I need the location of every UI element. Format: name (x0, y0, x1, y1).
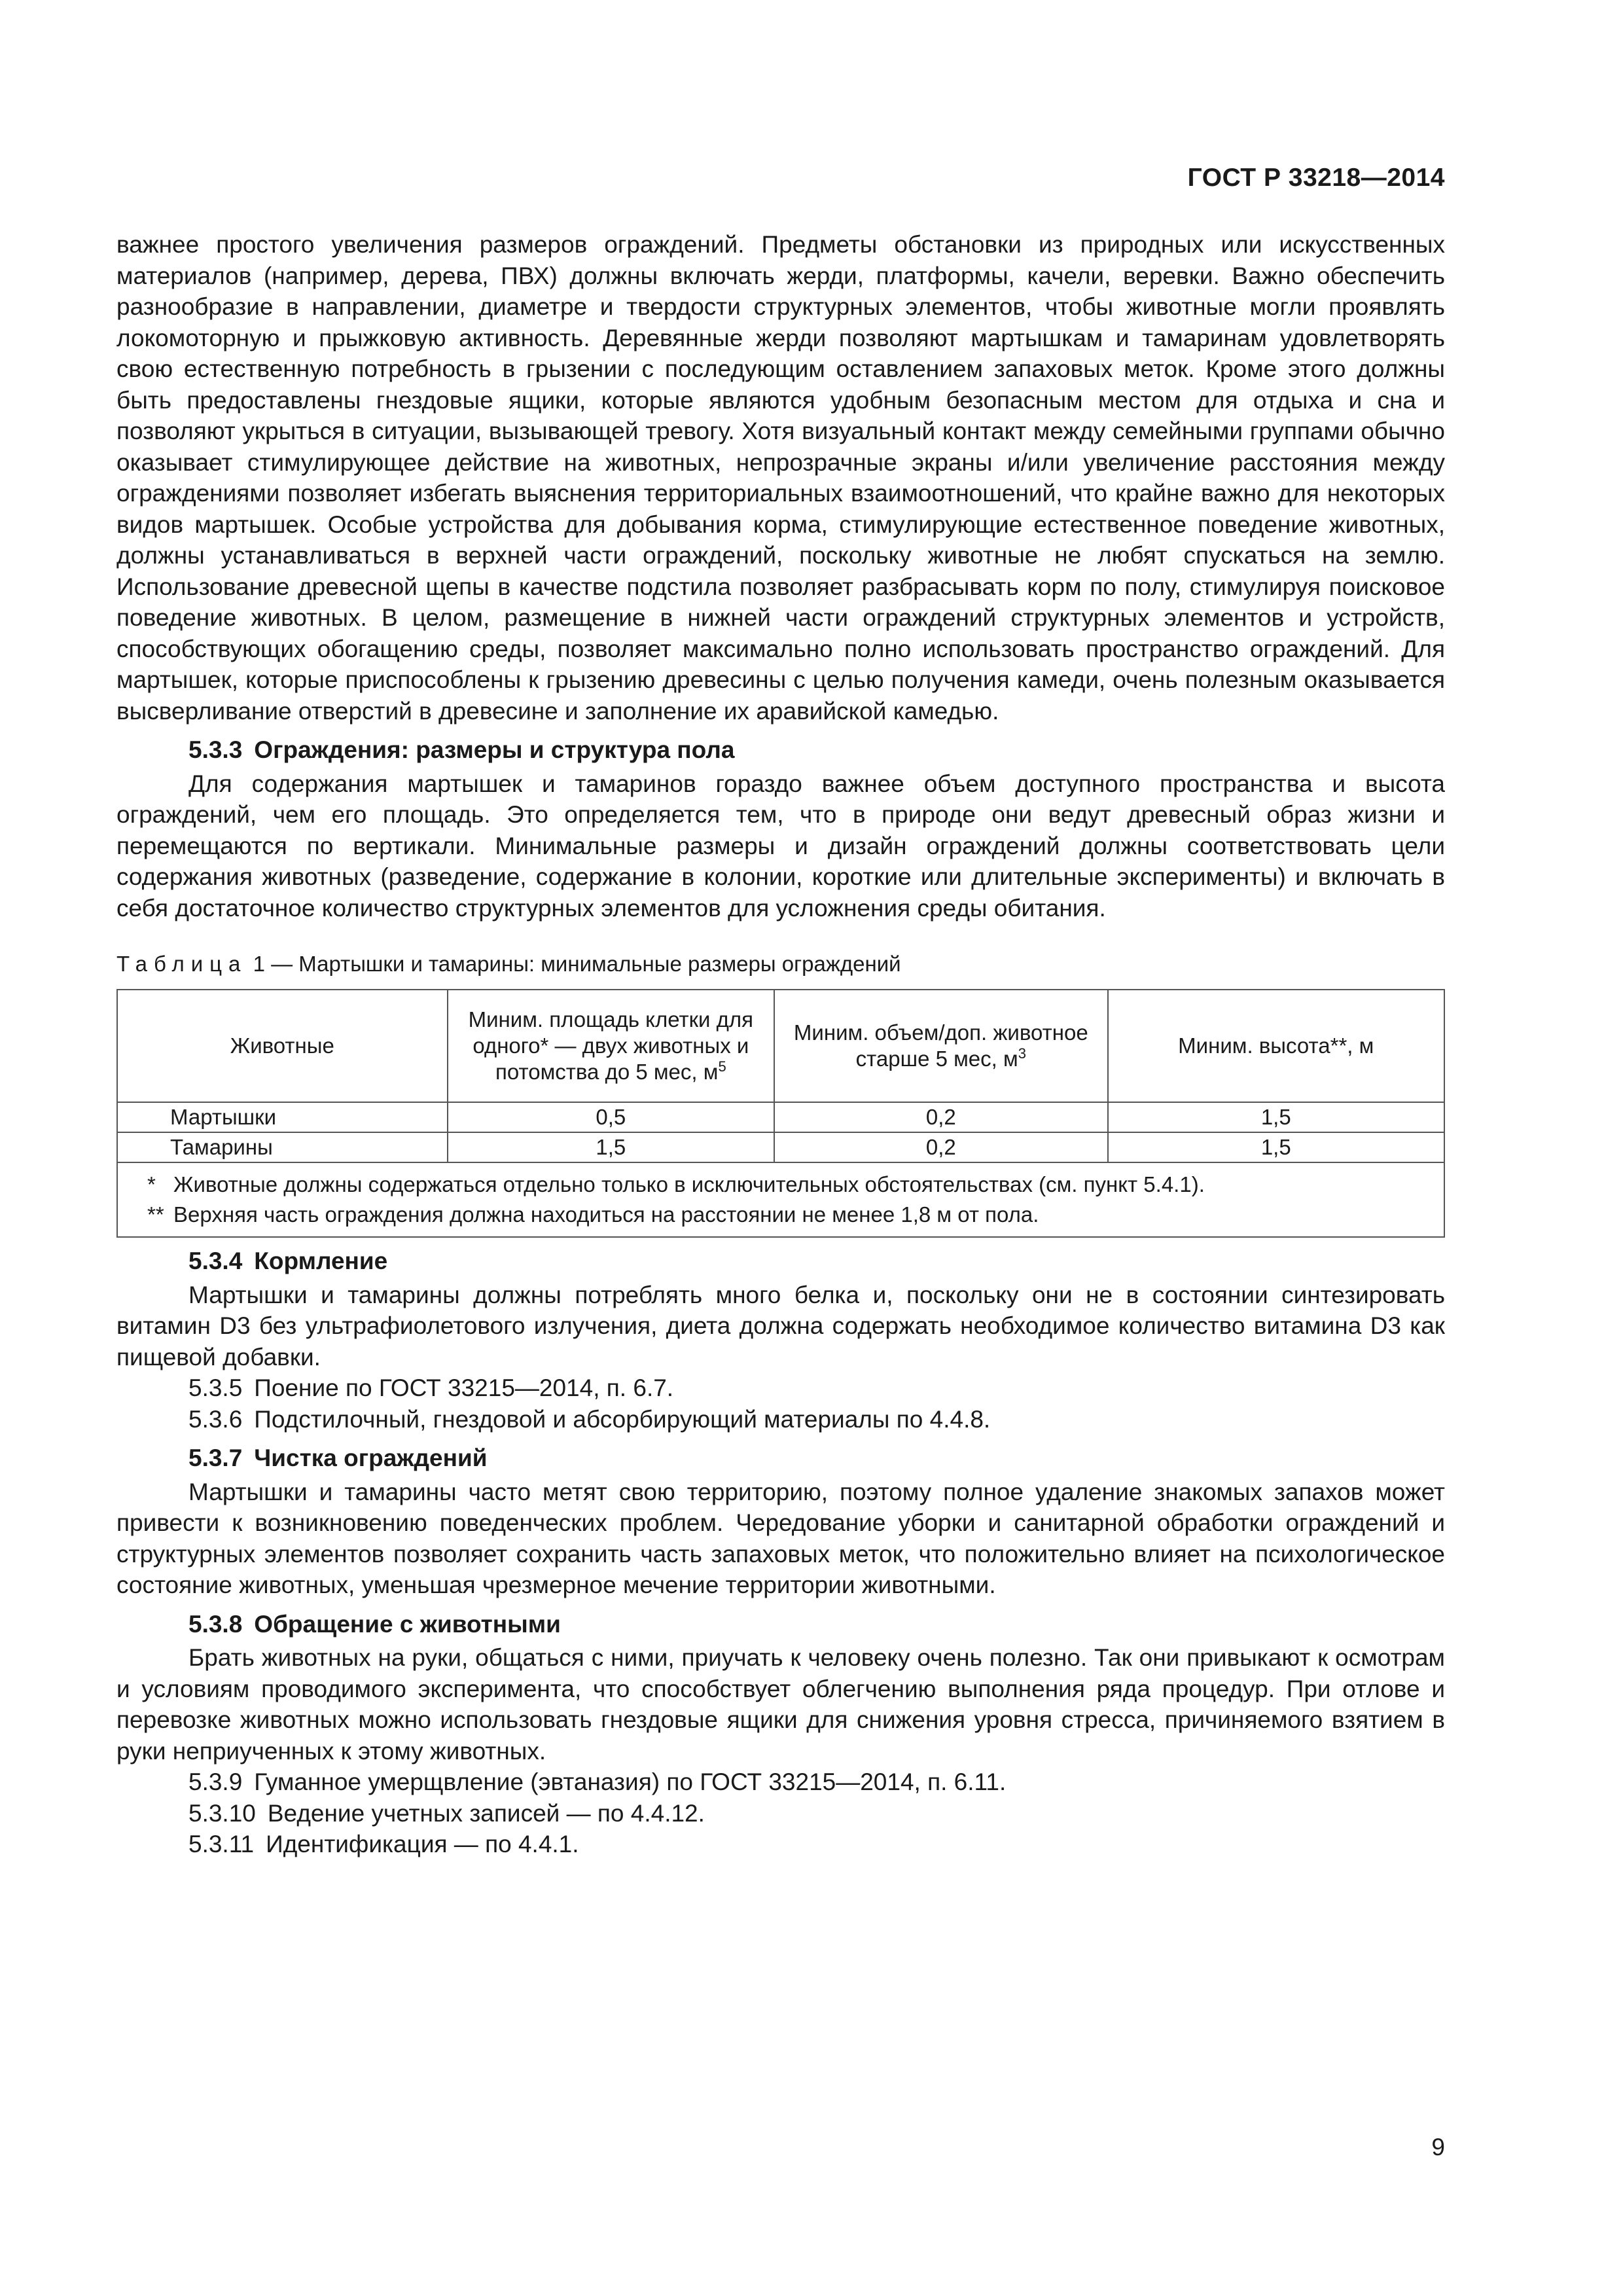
item-number: 5.3.9 (188, 1768, 243, 1795)
header-height: Миним. высота**, м (1108, 990, 1444, 1102)
table-note (147, 1200, 1424, 1230)
row-animal: Мартышки (117, 1102, 448, 1132)
row-area: 1,5 (448, 1132, 774, 1162)
section-number: 5.3.3 (188, 736, 243, 763)
document-code: ГОСТ Р 33218—2014 (1187, 164, 1445, 192)
table-notes-row (117, 1162, 1444, 1237)
document-page (116, 0, 1445, 2296)
table-header-row (117, 990, 1444, 1102)
item-number: 5.3.10 (188, 1799, 256, 1827)
table-row (117, 1102, 1444, 1132)
row-area: 0,5 (448, 1102, 774, 1132)
section-5-3-4-paragraph: Мартышки и тамарины должны потреблять много белка и, поскольку они не в состоянии синтезировать витамин D3 без ультрафиолетового излучения, диета должна содержать необходимое количество витамина D3 как пищевой добавки. (116, 1281, 1445, 1371)
table-caption-word: Таблица (116, 952, 247, 976)
header-volume (774, 990, 1107, 1102)
item-text: Подстилочный, гнездовой и абсорбирующий материалы по 4.4.8. (254, 1405, 991, 1433)
item-number: 5.3.6 (188, 1405, 243, 1433)
list-item (116, 1404, 1445, 1435)
enclosure-size-table (116, 989, 1445, 1238)
item-text: Ведение учетных записей — по 4.4.12. (267, 1799, 705, 1827)
table-notes (117, 1162, 1444, 1237)
table-caption (116, 950, 1445, 978)
item-text: Поение по ГОСТ 33215—2014, п. 6.7. (254, 1374, 674, 1401)
item-number: 5.3.5 (188, 1374, 243, 1401)
header-area-sup: 5 (718, 1058, 726, 1075)
note-mark: ** (147, 1202, 164, 1227)
header-animals: Животные (117, 990, 448, 1102)
header-volume-text: Миним. объем/доп. животное старше 5 мес, м (793, 1020, 1088, 1071)
section-5-3-3-paragraph: Для содержания мартышек и тамаринов гораздо важнее объем доступного пространства и высота ограждений, чем его площадь. Это определяется тем, что в природе они ведут древесный образ жизни и перемещаются по вертикали. Минимальные размеры и дизайн ограждений должны соответствовать цели содержания животных (разведение, содержание в колонии, короткие или длительные эксперименты) и включать в себя достаточное количество структурных элементов для усложнения среды обитания. (116, 770, 1445, 922)
row-height: 1,5 (1108, 1102, 1444, 1132)
row-volume: 0,2 (774, 1132, 1107, 1162)
section-5-3-7-paragraph: Мартышки и тамарины часто метят свою территорию, поэтому полное удаление знакомых запахов может привести к возникновению поведенческих проблем. Чередование уборки и санитарной обработки ограждений и структурных элементов позволяет сохранить часть запаховых меток, что положительно влияет на психологическое состояние животных, уменьшая чрезмерное мечение территории животными. (116, 1478, 1445, 1598)
section-heading-5-3-4 (116, 1246, 1445, 1277)
list-item (116, 1798, 1445, 1829)
header-area-text: Миним. площадь клетки для одного* — двух животных и потомства до 5 мес, м (468, 1007, 754, 1084)
list-item (116, 1829, 1445, 1860)
table-note (147, 1170, 1424, 1200)
section-title: Ограждения: размеры и структура пола (254, 736, 735, 763)
row-volume: 0,2 (774, 1102, 1107, 1132)
header-volume-sup: 3 (1018, 1045, 1026, 1062)
document-body (116, 229, 1445, 1860)
table-row (117, 1132, 1444, 1162)
item-text: Гуманное умерщвление (эвтаназия) по ГОСТ 33215—2014, п. 6.11. (254, 1768, 1007, 1795)
section-heading-5-3-8 (116, 1609, 1445, 1640)
section-title: Обращение с животными (254, 1610, 561, 1638)
section-title: Кормление (254, 1247, 388, 1274)
list-item (116, 1372, 1445, 1404)
section-heading-5-3-3 (116, 734, 1445, 766)
list-item (116, 1767, 1445, 1798)
intro-paragraph: важнее простого увеличения размеров ограждений. Предметы обстановки из природных или искусственных материалов (например, дерева, ПВХ) должны включать жерди, платформы, качели, веревки. Важно обеспечить разнообразие в направлении, диаметре и твердости структурных элементов, чтобы животные могли проявлять локомоторную и прыжковую активность. Деревянные жерди позволяют мартышкам и тамаринам удовлетворять свою естественную потребность в грызении с последующим оставлением запаховых меток. Кроме этого должны быть предоставлены гнездовые ящики, которые являются удобным безопасным местом для отдыха и сна и позволяют укрыться в ситуации, вызывающей тревогу. Хотя визуальный контакт между семейными группами обычно оказывает стимулирующее действие на животных, непрозрачные экраны и/или увеличение расстояния между ограждениями позволяет избегать выяснения территориальных взаимоотношений, что крайне важно для некоторых видов мартышек. Особые устройства для добывания корма, стимулирующие естественное поведение животных, должны устанавливаться в верхней части ограждений, поскольку животные не любят спускаться на землю. Использование древесной щепы в качестве подстила позволяет разбрасывать корм по полу, стимулируя поисковое поведение животных. В целом, размещение в нижней части ограждений структурных элементов и устройств, способствующих обогащению среды, позволяет максимально полно использовать пространство ограждений. Для мартышек, которые приспособлены к грызению древесины с целью получения камеди, очень полезным оказывается высверливание отверстий в древесине и заполнение их аравийской камедью. (116, 231, 1445, 725)
table-caption-text: 1 — Мартышки и тамарины: минимальные размеры ограждений (253, 952, 901, 976)
note-mark: * (147, 1172, 156, 1196)
section-title: Чистка ограждений (254, 1444, 488, 1471)
item-number: 5.3.11 (188, 1831, 255, 1857)
section-number: 5.3.4 (188, 1247, 243, 1274)
note-text: Верхняя часть ограждения должна находиться на расстоянии не менее 1,8 м от пола. (173, 1202, 1039, 1227)
note-text: Животные должны содержаться отдельно только в исключительных обстоятельствах (см. пункт 5.4.1). (173, 1172, 1205, 1196)
section-number: 5.3.7 (188, 1444, 243, 1471)
row-animal: Тамарины (117, 1132, 448, 1162)
page-number: 9 (1431, 2134, 1445, 2161)
section-number: 5.3.8 (188, 1610, 243, 1638)
header-area (448, 990, 774, 1102)
row-height: 1,5 (1108, 1132, 1444, 1162)
item-text: Идентификация — по 4.4.1. (266, 1831, 579, 1857)
section-heading-5-3-7 (116, 1443, 1445, 1474)
section-5-3-8-paragraph: Брать животных на руки, общаться с ними, приучать к человеку очень полезно. Так они привыкают к осмотрам и условиям проводимого эксперимента, что способствует облегчению выполнения ряда процедур. При отлове и перевозке животных можно использовать гнездовые ящики для снижения уровня стресса, причиняемого взятием в руки неприученных к этому животных. (116, 1644, 1445, 1765)
